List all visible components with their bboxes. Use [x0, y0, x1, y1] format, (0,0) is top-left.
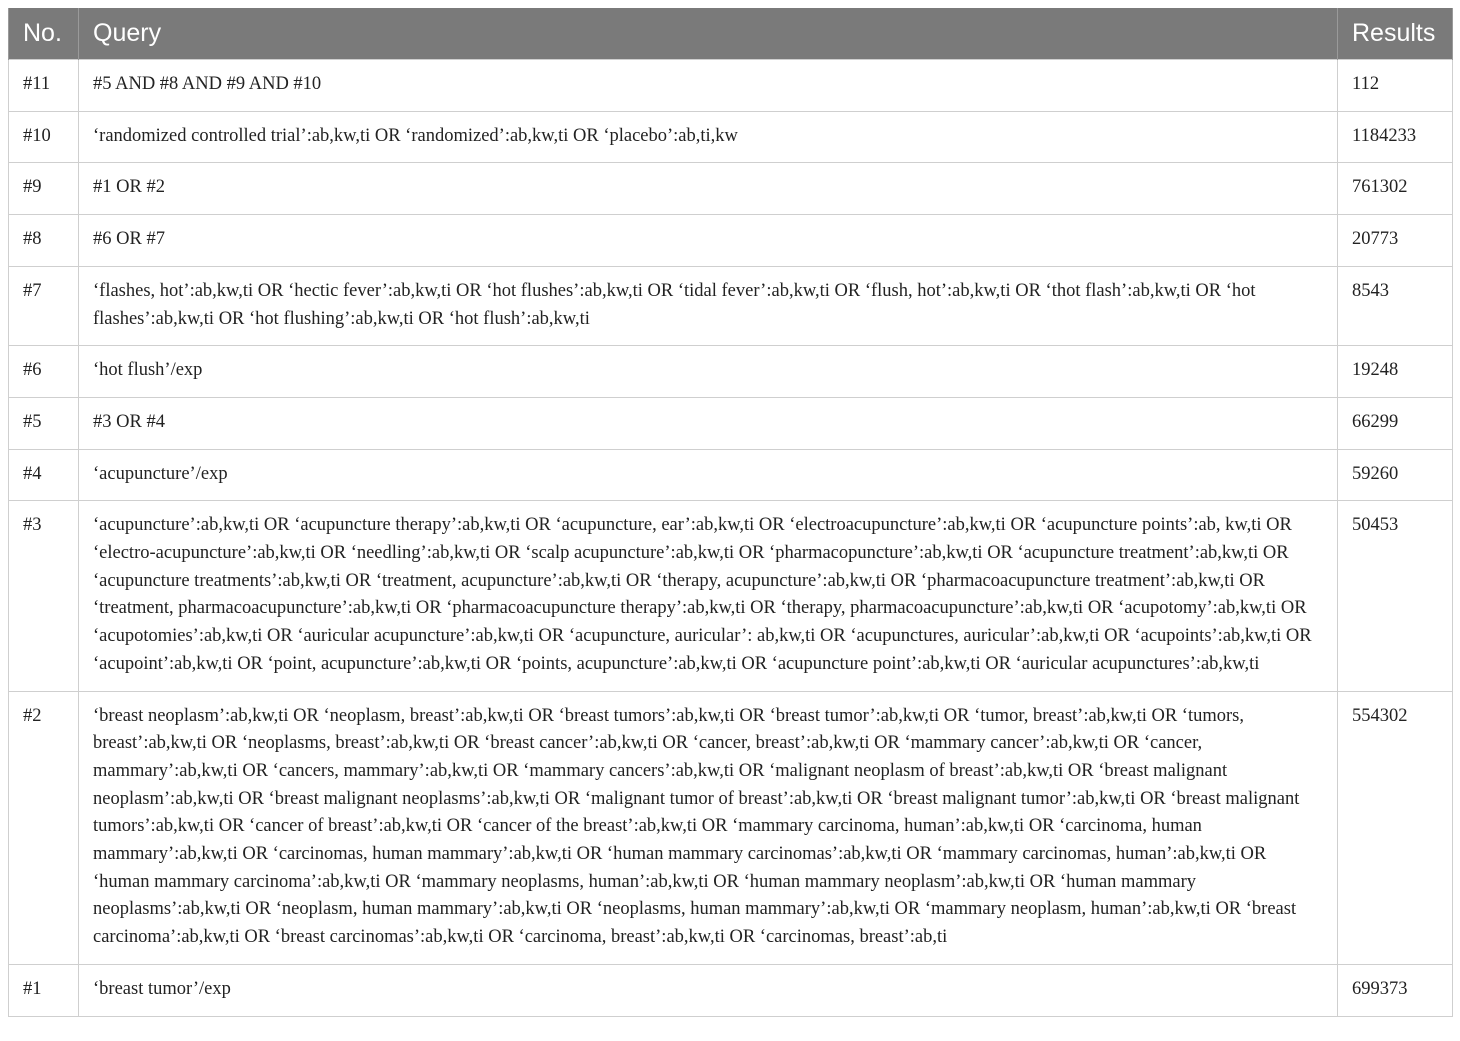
row-no: #3 — [9, 501, 79, 691]
row-query: #3 OR #4 — [79, 397, 1338, 449]
row-results: 66299 — [1338, 397, 1453, 449]
row-query: ‘flashes, hot’:ab,kw,ti OR ‘hectic fever’:ab,kw,ti OR ‘hot flushes’:ab,kw,ti OR ‘tidal fever’:ab,kw,ti OR ‘flush, hot’:ab,kw,ti OR ‘thot flash’:ab,kw,ti OR ‘hot flashes’:ab,kw,ti OR ‘hot flushing’:ab,kw,ti OR ‘hot flush’:ab,kw,ti — [79, 266, 1338, 345]
row-no: #2 — [9, 691, 79, 964]
table-row — [9, 691, 1453, 964]
row-no: #5 — [9, 397, 79, 449]
row-no: #10 — [9, 111, 79, 163]
table-row — [9, 964, 1453, 1016]
table-header — [9, 8, 1453, 60]
table-row — [9, 215, 1453, 267]
row-query: #5 AND #8 AND #9 AND #10 — [79, 60, 1338, 112]
row-no: #8 — [9, 215, 79, 267]
row-results: 112 — [1338, 60, 1453, 112]
row-no: #4 — [9, 449, 79, 501]
table-row — [9, 501, 1453, 691]
table-row — [9, 397, 1453, 449]
row-no: #6 — [9, 346, 79, 398]
search-strategy-table — [8, 8, 1453, 1017]
row-query: ‘breast tumor’/exp — [79, 964, 1338, 1016]
row-query: ‘hot flush’/exp — [79, 346, 1338, 398]
header-query: Query — [79, 8, 1338, 60]
table-row — [9, 266, 1453, 345]
row-query: ‘randomized controlled trial’:ab,kw,ti OR ‘randomized’:ab,kw,ti OR ‘placebo’:ab,ti,kw — [79, 111, 1338, 163]
row-query: ‘breast neoplasm’:ab,kw,ti OR ‘neoplasm, breast’:ab,kw,ti OR ‘breast tumors’:ab,kw,ti OR ‘breast tumor’:ab,kw,ti OR ‘tumor, breast’:ab,kw,ti OR ‘tumors, breast’:ab,kw,ti OR ‘neoplasms, breast’:ab,kw,ti OR ‘breast cancer’:ab,kw,ti OR ‘cancer, breast’:ab,kw,ti OR ‘mammary cancer’:ab,kw,ti OR ‘cancer, mammary’:ab,kw,ti OR ‘cancers, mammary’:ab,kw,ti OR ‘mammary cancers’:ab,kw,ti OR ‘malignant neoplasm of breast’:ab,kw,ti OR ‘breast malignant neoplasm’:ab,kw,ti OR ‘breast malignant neoplasms’:ab,kw,ti OR ‘malignant tumor of breast’:ab,kw,ti OR ‘breast malignant tumor’:ab,kw,ti OR ‘breast malignant tumors’:ab,kw,ti OR ‘cancer of breast’:ab,kw,ti OR ‘cancer of the breast’:ab,kw,ti OR ‘mammary carcinoma, human’:ab,kw,ti OR ‘carcinoma, human mammary’:ab,kw,ti OR ‘carcinomas, human mammary’:ab,kw,ti OR ‘human mammary carcinomas’:ab,kw,ti OR ‘mammary carcinomas, human’:ab,kw,ti OR ‘human mammary carcinoma’:ab,kw,ti OR ‘mammary neoplasms, human’:ab,kw,ti OR ‘human mammary neoplasm’:ab,kw,ti OR ‘human mammary neoplasms’:ab,kw,ti OR ‘neoplasm, human mammary’:ab,kw,ti OR ‘neoplasms, human mammary’:ab,kw,ti OR ‘mammary neoplasm, human’:ab,kw,ti OR ‘breast carcinoma’:ab,kw,ti OR ‘breast carcinomas’:ab,kw,ti OR ‘carcinoma, breast’:ab,kw,ti OR ‘carcinomas, breast’:ab,ti — [79, 691, 1338, 964]
row-results: 50453 — [1338, 501, 1453, 691]
table-body — [9, 60, 1453, 1017]
row-results: 699373 — [1338, 964, 1453, 1016]
search-strategy-table-container — [8, 8, 1452, 1017]
row-no: #11 — [9, 60, 79, 112]
row-results: 761302 — [1338, 163, 1453, 215]
table-row — [9, 346, 1453, 398]
table-row — [9, 449, 1453, 501]
row-no: #1 — [9, 964, 79, 1016]
row-query: #6 OR #7 — [79, 215, 1338, 267]
table-row — [9, 163, 1453, 215]
row-results: 554302 — [1338, 691, 1453, 964]
row-results: 59260 — [1338, 449, 1453, 501]
row-no: #7 — [9, 266, 79, 345]
row-results: 20773 — [1338, 215, 1453, 267]
table-row — [9, 111, 1453, 163]
row-results: 1184233 — [1338, 111, 1453, 163]
header-results: Results — [1338, 8, 1453, 60]
row-query: ‘acupuncture’:ab,kw,ti OR ‘acupuncture therapy’:ab,kw,ti OR ‘acupuncture, ear’:ab,kw,ti OR ‘electroacupuncture’:ab,kw,ti OR ‘acupuncture points’:ab, kw,ti OR ‘electro-acupuncture’:ab,kw,ti OR ‘needling’:ab,kw,ti OR ‘scalp acupuncture’:ab,kw,ti OR ‘pharmacopuncture’:ab,kw,ti OR ‘acupuncture treatment’:ab,kw,ti OR ‘acupuncture treatments’:ab,kw,ti OR ‘treatment, acupuncture’:ab,kw,ti OR ‘therapy, acupuncture’:ab,kw,ti OR ‘pharmacoacupuncture treatment’:ab,kw,ti OR ‘treatment, pharmacoacupuncture’:ab,kw,ti OR ‘pharmacoacupuncture therapy’:ab,kw,ti OR ‘therapy, pharmacoacupuncture’:ab,kw,ti OR ‘acupotomy’:ab,kw,ti OR ‘acupotomies’:ab,kw,ti OR ‘auricular acupuncture’:ab,kw,ti OR ‘acupuncture, auricular’: ab,kw,ti OR ‘acupunctures, auricular’:ab,kw,ti OR ‘acupoints’:ab,kw,ti OR ‘acupoint’:ab,kw,ti OR ‘point, acupuncture’:ab,kw,ti OR ‘points, acupuncture’:ab,kw,ti OR ‘acupuncture point’:ab,kw,ti OR ‘auricular acupunctures’:ab,kw,ti — [79, 501, 1338, 691]
table-row — [9, 60, 1453, 112]
row-query: #1 OR #2 — [79, 163, 1338, 215]
row-no: #9 — [9, 163, 79, 215]
row-results: 8543 — [1338, 266, 1453, 345]
row-results: 19248 — [1338, 346, 1453, 398]
header-row — [9, 8, 1453, 60]
header-no: No. — [9, 8, 79, 60]
row-query: ‘acupuncture’/exp — [79, 449, 1338, 501]
